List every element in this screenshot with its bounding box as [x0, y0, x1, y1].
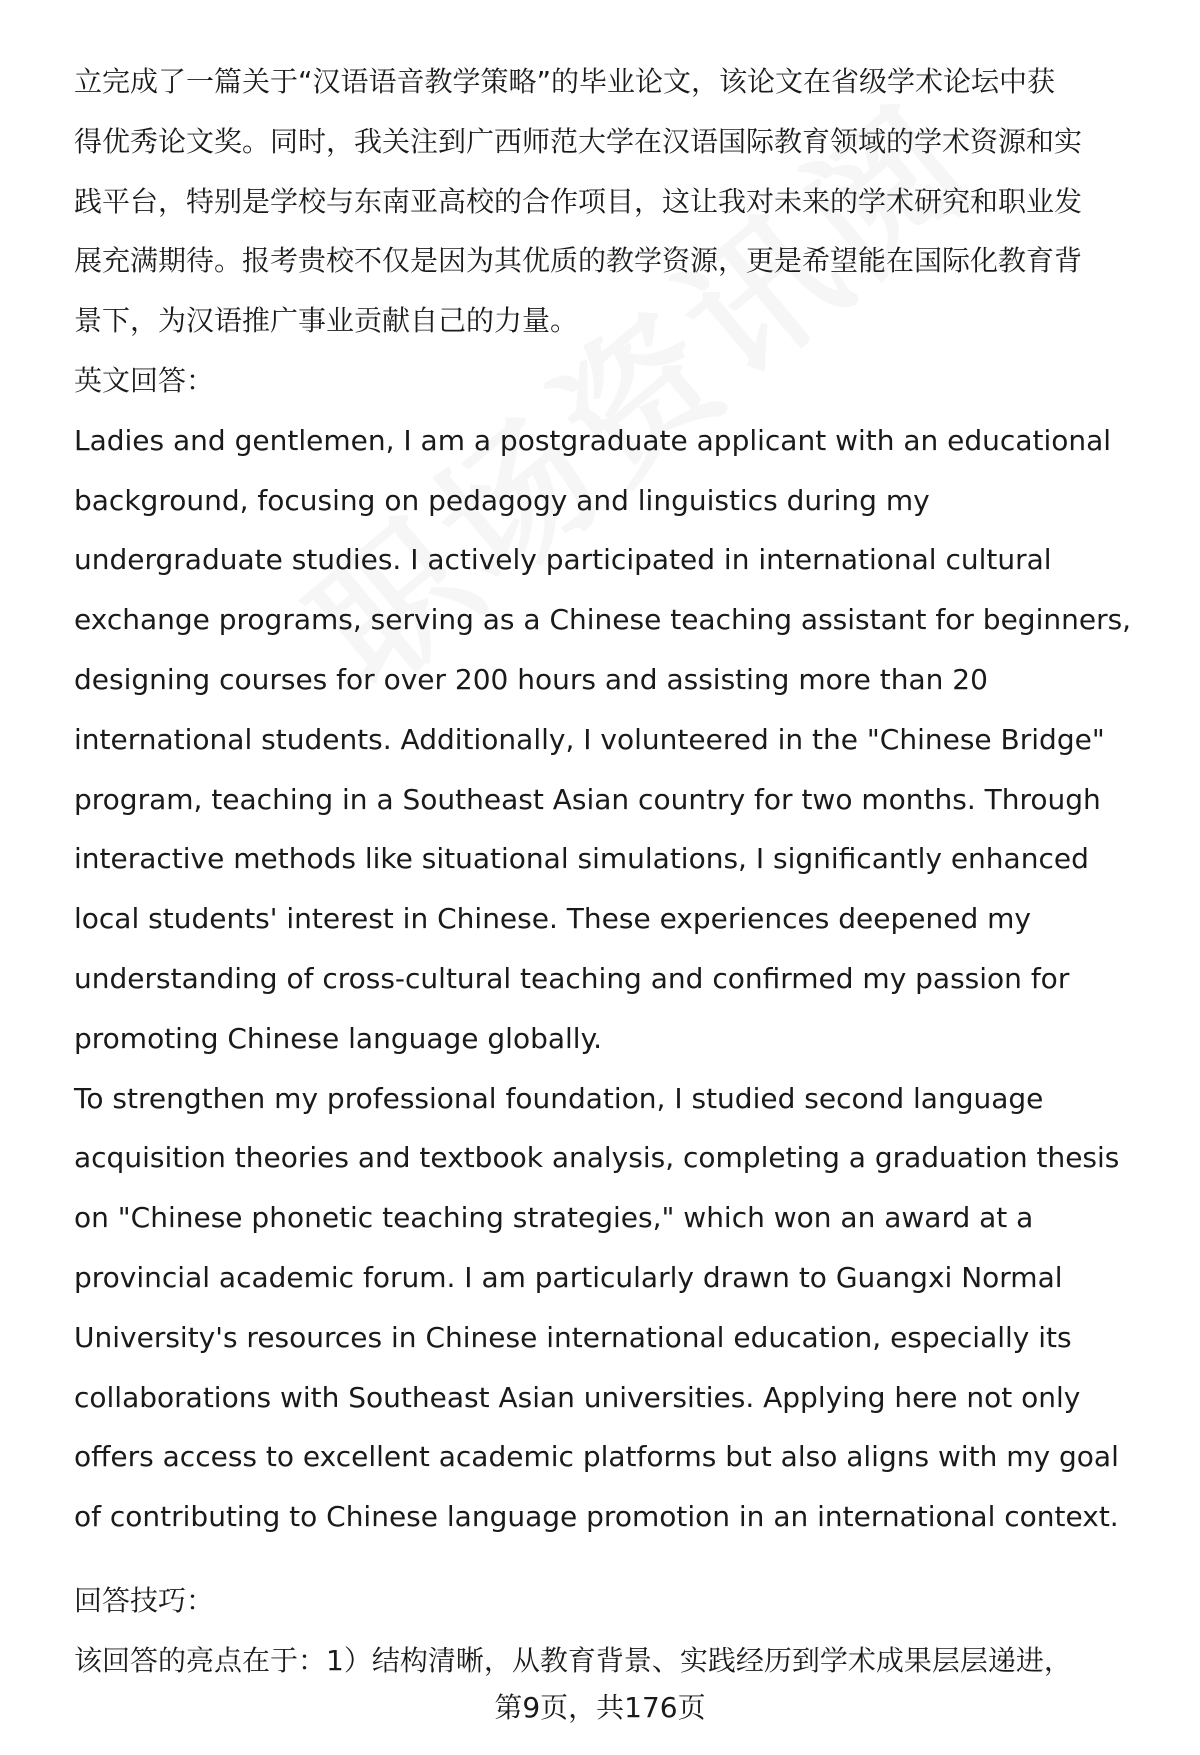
text-line: 践平台，特别是学校与东南亚高校的合作项目，这让我对未来的学术研究和职业发 — [74, 184, 1083, 218]
section-label: 回答技巧： — [74, 1583, 215, 1617]
document-body — [74, 52, 1154, 1691]
text-line: Ladies and gentlemen, I am a postgraduate applicant with an educational — [74, 423, 1112, 457]
text-line: exchange programs, serving as a Chinese teaching assistant for beginners, — [74, 603, 1132, 637]
text-line: international students. Additionally, I volunteered in the "Chinese Bridge" — [74, 722, 1105, 756]
text-line: local students' interest in Chinese. These experiences deepened my — [74, 902, 1031, 936]
text-line: 该回答的亮点在于：1）结构清晰，从教育背景、实践经历到学术成果层层递进， — [74, 1643, 1072, 1677]
paragraph-chinese-answer-continuation — [74, 52, 1154, 351]
text-line: collaborations with Southeast Asian universities. Applying here not only — [74, 1380, 1081, 1414]
paragraph-answer-tips — [74, 1631, 1154, 1691]
text-line: interactive methods like situational simulations, I significantly enhanced — [74, 842, 1089, 876]
paragraph-english-answer-2 — [74, 1069, 1154, 1547]
text-line: offers access to excellent academic platforms but also aligns with my goal — [74, 1440, 1119, 1474]
text-line: promoting Chinese language globally. — [74, 1021, 603, 1055]
text-line: on "Chinese phonetic teaching strategies," which won an award at a — [74, 1201, 1034, 1235]
heading-answer-tips — [74, 1571, 1154, 1631]
text-line: To strengthen my professional foundation, I studied second language — [74, 1081, 1044, 1115]
text-line: designing courses for over 200 hours and assisting more than 20 — [74, 662, 988, 696]
text-line: 得优秀论文奖。同时，我关注到广西师范大学在汉语国际教育领域的学术资源和实 — [74, 124, 1083, 158]
section-label: 英文回答： — [74, 363, 215, 397]
text-line: program, teaching in a Southeast Asian country for two months. Through — [74, 782, 1101, 816]
page-number: 第9页，共176页 — [494, 1691, 706, 1724]
text-line: 展充满期待。报考贵校不仅是因为其优质的教学资源，更是希望能在国际化教育背 — [74, 244, 1083, 278]
text-line: of contributing to Chinese language promotion in an international context. — [74, 1500, 1119, 1534]
text-line: 景下，为汉语推广事业贡献自己的力量。 — [74, 304, 579, 338]
text-line: acquisition theories and textbook analysis, completing a graduation thesis — [74, 1141, 1120, 1175]
text-line: University's resources in Chinese international education, especially its — [74, 1320, 1072, 1354]
text-line: undergraduate studies. I actively participated in international cultural — [74, 543, 1052, 577]
text-line: provincial academic forum. I am particularly drawn to Guangxi Normal — [74, 1260, 1063, 1294]
text-line: 立完成了一篇关于“汉语语音教学策略”的毕业论文，该论文在省级学术论坛中获 — [74, 65, 1056, 98]
paragraph-spacer — [74, 1547, 1154, 1571]
heading-english-answer — [74, 351, 1154, 411]
text-line: background, focusing on pedagogy and linguistics during my — [74, 483, 930, 517]
text-line: understanding of cross-cultural teaching and confirmed my passion for — [74, 961, 1070, 995]
paragraph-english-answer-1 — [74, 411, 1154, 1069]
